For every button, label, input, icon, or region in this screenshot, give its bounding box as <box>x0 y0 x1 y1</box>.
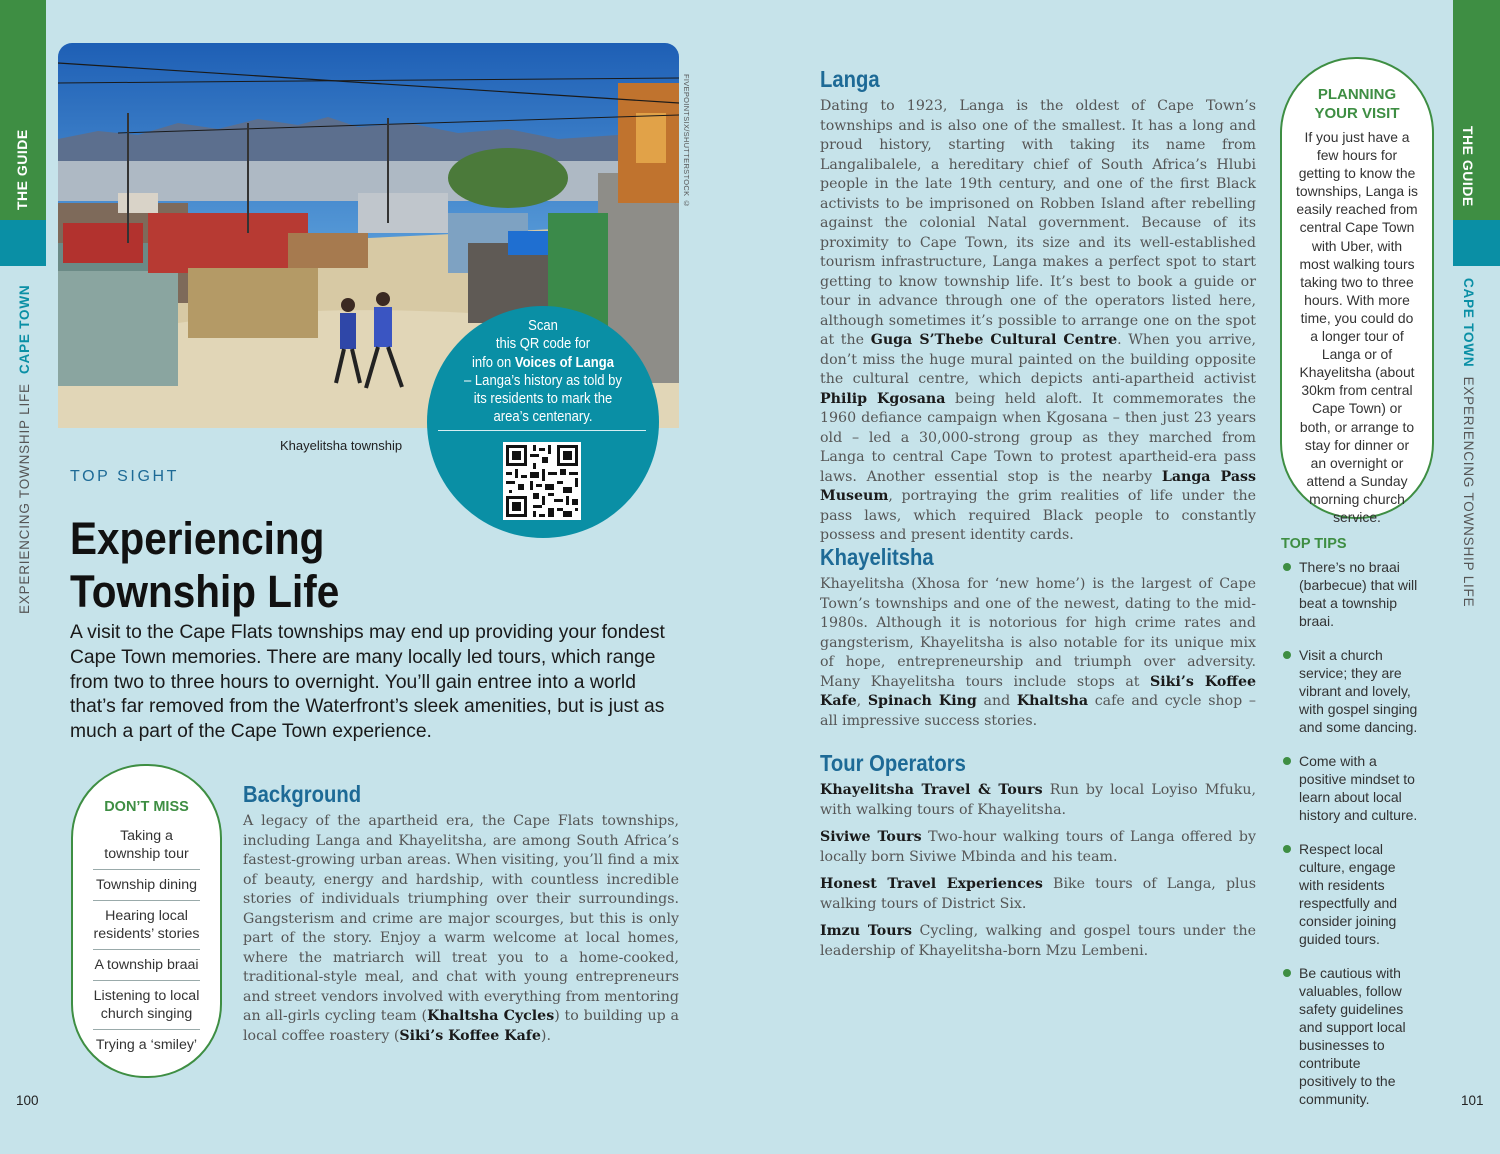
top-tip-text: Visit a church service; they are vibrant and lovely, with gospel singing and some dancing. <box>1299 647 1418 735</box>
page-number-left: 100 <box>16 1093 39 1108</box>
qr-divider <box>438 430 646 431</box>
background-text-part: ) to building up a local coffee roastery ( <box>243 1008 679 1044</box>
tour-operator-name: Honest Travel Experiences <box>820 876 1043 892</box>
tour-operators-list <box>820 781 1256 961</box>
khayelitsha-heading: Khayelitsha <box>820 544 934 570</box>
photo-caption: Khayelitsha township <box>280 438 403 453</box>
langa-text-part: being held aloft. It commemorates the 1960 defiance campaign when Kgosana – then just 23 years old – led a 30,000-strong group as they marched from Langa to central Cape Town to protest apartheid-era pass laws. Another essential stop is the nearby <box>820 390 1257 485</box>
guide-tab-left-label: THE GUIDE <box>14 129 30 210</box>
running-head-right <box>1461 278 1476 607</box>
qr-text-line5: its residents to mark the <box>473 391 613 408</box>
top-tip-item <box>1281 752 1421 824</box>
background-text-part: ). <box>540 1027 551 1044</box>
background-section <box>243 781 679 1046</box>
dont-miss-item: Trying a ‘smiley’ <box>95 1037 198 1053</box>
top-tip-text: Come with a positive mindset to learn about local history and culture. <box>1299 753 1418 823</box>
planning-text: If you just have a few hours for getting to know the townships, Langa is easily reached from central Cape Town with Uber, with most walking tours taking two to three hours. With more time, you could do a longer tour of Langa or of Khayelitsha (about 30km from central Cape Town) or both, or arrange to stay for dinner or an overnight or attend a Sunday morning church service. <box>1296 129 1419 525</box>
langa-text-part: Dating to 1923, Langa is the oldest of Cape Town’s townships and is also one of the smallest. It has a long and proud history, starting with taking its name from Langalibalele, a hereditary chief of South Africa’s Hlubi people in the late 19th century, and one of the first Black activists to be imprisoned on Robben Island after rebelling against the colonial Natal government. Because of its proximity to Cape Town, its size and its well-established tourism infrastructure, Langa makes a perfect spot to start getting to know township life. It’s best to book a guide or tour in advance through one of the operators listed here, although sometimes it’s possible to arrange one on the spot at the <box>820 98 1256 348</box>
dont-miss-item: Taking a township tour <box>93 821 200 870</box>
bullet-icon <box>1283 651 1291 659</box>
background-heading: Background <box>243 781 362 807</box>
dont-miss-box <box>71 764 222 1078</box>
planning-heading-line2: YOUR VISIT <box>1314 105 1400 122</box>
langa-guga-sthebe: Guga S’Thebe Cultural Centre <box>870 332 1118 348</box>
bullet-icon <box>1283 563 1291 571</box>
khayelitsha-section <box>820 544 1256 731</box>
tour-operator-name: Khayelitsha Travel & Tours <box>820 782 1043 798</box>
tour-operator-item <box>820 922 1256 961</box>
qr-text-line6: area’s centenary. <box>493 409 593 426</box>
langa-pass-museum: Langa Pass Museum <box>820 468 1256 504</box>
background-text-part: A legacy of the apartheid era, the Cape Flats townships, including Langa and Khayelitsha, are among South Africa’s fastest-growing urban areas. When visiting, you’ll find a mix of beauty, energy and hardship, with countless incredible stories of individuals triumphing over their surroundings. Gangsterism and crime are major scourges, but this is only part of the story. Enjoy a warm welcome at local homes, where the matriarch will treat you to a home-cooked, traditional-style meal, and chat with young entrepreneurs and street vendors involved with everything from mentoring an all-girls cycling team ( <box>243 813 679 1024</box>
guide-tab-right-label: THE GUIDE <box>1460 126 1476 207</box>
dont-miss-item: Hearing local residents’ stories <box>93 901 200 950</box>
qr-text-voices-of-langa: Voices of Langa <box>514 354 614 371</box>
langa-text-part: . When you arrive, don’t miss the huge mural painted on the building opposite the cultural centre, which depicts anti-apartheid activist <box>820 332 1257 387</box>
khayelitsha-text-part: Khayelitsha (Xhosa for ‘new home’) is the largest of Cape Town’s townships and one of the newest, dating to the mid-1980s. Although it is notorious for high crime rates and gangsterism, Khayelitsha is also notable for its unique mix of hope, entrepreneurship and triumph over adversity. Many Khayelitsha tours include stops at <box>820 576 1256 690</box>
khayelitsha-text <box>820 575 1256 731</box>
khayelitsha-text-part: , <box>856 693 868 709</box>
guide-tab-left-accent <box>0 220 46 266</box>
khayelitsha-text-part: cafe and cycle shop – all impressive success stories. <box>820 693 1256 729</box>
tour-operator-desc: Run by local Loyiso Mfuku, with walking tours of Khayelitsha. <box>820 782 1257 818</box>
running-head-right-city: CAPE TOWN <box>1461 278 1476 368</box>
bullet-icon <box>1283 845 1291 853</box>
tour-operator-name: Imzu Tours <box>820 923 913 939</box>
top-tip-item <box>1281 964 1421 1108</box>
top-tip-item <box>1281 840 1421 948</box>
dont-miss-list <box>93 821 200 1060</box>
dont-miss-item: Township dining <box>93 870 200 901</box>
langa-text <box>820 97 1256 546</box>
page-title-line2: Township Life <box>70 566 340 617</box>
qr-text-line4: – Langa’s history as told by <box>464 372 622 389</box>
langa-philip-kgosana: Philip Kgosana <box>820 390 946 407</box>
tour-operator-item <box>820 781 1256 820</box>
tour-operator-item <box>820 875 1256 914</box>
top-tip-text: Respect local culture, engage with residents respectfully and consider joining guided tours. <box>1299 841 1398 947</box>
tour-operator-desc: Cycling, walking and gospel tours under the leadership of Khayelitsha-born Mzu Lembeni. <box>820 923 1256 959</box>
dont-miss-item: Listening to local church singing <box>93 981 200 1030</box>
khayelitsha-text-part: and <box>976 693 1017 709</box>
guide-tab-right-accent <box>1453 220 1500 266</box>
qr-callout-text <box>443 317 643 427</box>
tour-operator-desc: Bike tours of Langa, plus walking tours of District Six. <box>820 876 1256 912</box>
khayelitsha-spinach-king: Spinach King <box>867 693 977 709</box>
dont-miss-item: A township braai <box>93 950 200 981</box>
tour-operator-item <box>820 828 1256 867</box>
langa-heading: Langa <box>820 66 880 92</box>
tour-operator-name: Siviwe Tours <box>820 829 922 845</box>
dont-miss-heading: DON’T MISS <box>104 799 189 815</box>
qr-text-line2: this QR code for <box>495 336 591 353</box>
qr-code[interactable] <box>503 442 581 520</box>
running-head-right-section: EXPERIENCING TOWNSHIP LIFE <box>1461 376 1476 608</box>
qr-text-line3-prefix: info on <box>472 354 515 371</box>
intro-text: A visit to the Cape Flats townships may end up providing your fondest Cape Town memories. There are many locally led tours, which range from two to three hours to overnight. You’ll gain entree into a world that’s far removed from the Waterfront’s sleek amenities, but is just as much a part of the Cape Town experience. <box>70 622 665 743</box>
background-sikis-koffee-kafe: Siki’s Koffee Kafe <box>399 1027 541 1044</box>
top-tip-item <box>1281 558 1421 630</box>
langa-text-part: , portraying the grim realities of life under the pass laws, which required Black people to constantly possess and present identity cards. <box>820 488 1256 543</box>
planning-heading <box>1282 85 1432 123</box>
planning-box <box>1280 57 1434 525</box>
qr-text-line3 <box>453 354 633 372</box>
page-title <box>70 512 369 618</box>
background-khaltsha-cycles: Khaltsha Cycles <box>427 1008 555 1024</box>
khayelitsha-sikis-koffee-kafe: Siki’s Koffee Kafe <box>820 673 1257 709</box>
bullet-icon <box>1283 969 1291 977</box>
top-tip-item <box>1281 646 1421 736</box>
photo-credit: FIVEPOINTSIX/SHUTTERSTOCK © <box>682 74 691 209</box>
tour-operators-section <box>820 750 1256 969</box>
running-head-left <box>17 278 32 614</box>
top-tips-heading: TOP TIPS <box>1281 536 1347 552</box>
bullet-icon <box>1283 757 1291 765</box>
page-title-line1: Experiencing <box>70 513 325 564</box>
running-head-left-city: CAPE TOWN <box>17 284 32 375</box>
top-tip-text: There’s no braai (barbecue) that will beat a township braai. <box>1299 559 1418 629</box>
kicker: TOP SIGHT <box>70 468 180 485</box>
running-head-left-section: EXPERIENCING TOWNSHIP LIFE <box>17 383 32 614</box>
background-text <box>243 812 679 1046</box>
planning-heading-line1: PLANNING <box>1317 86 1397 103</box>
tour-operator-desc: Two-hour walking tours of Langa offered by locally born Siviwe Mbinda and his team. <box>820 829 1257 865</box>
top-tips <box>1281 536 1421 1124</box>
langa-section <box>820 66 1256 546</box>
qr-text-line1: Scan <box>528 318 558 334</box>
top-tip-text: Be cautious with valuables, follow safety guidelines and support local businesses to contribute positively to the community. <box>1299 965 1406 1107</box>
khayelitsha-khaltsha: Khaltsha <box>1016 693 1089 709</box>
page-number-right: 101 <box>1461 1093 1484 1108</box>
tour-operators-heading: Tour Operators <box>820 750 966 776</box>
